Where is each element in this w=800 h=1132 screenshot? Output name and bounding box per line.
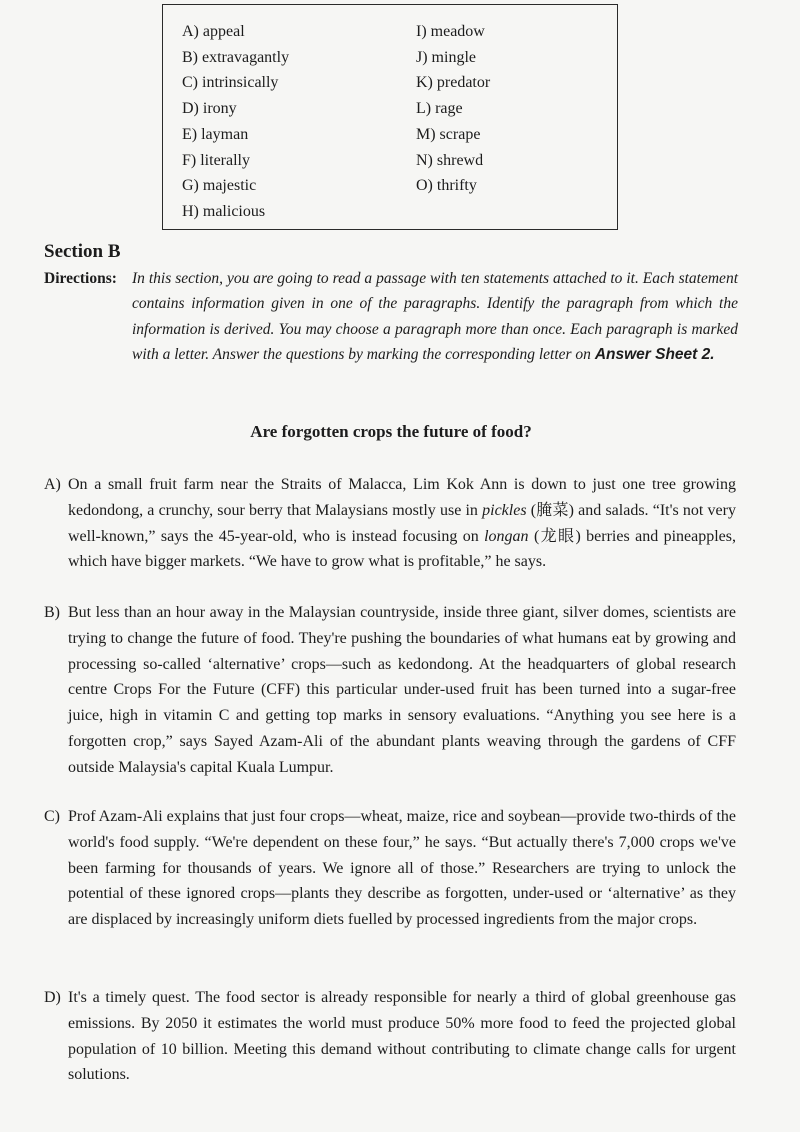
paragraph-label: A) <box>44 476 61 493</box>
directions-body: In this section, you are going to read a passage with ten statements attached to it. Each statement contains information given in one of the paragraphs. Identify the paragraph from which the information is derived. You may choose a paragraph more than once. Each paragraph is marked with a letter. Answer the questions by marking the corresponding letter on <box>132 270 738 363</box>
paragraph-text: It's a timely quest. The food sector is already responsible for nearly a third of global greenhouse gas emissions. By 2050 it estimates the world must produce 50% more food to feed the projected global population of 10 billion. Meeting this demand without contributing to climate change calls for urgent solutions. <box>68 989 736 1084</box>
passage-title: Are forgotten crops the future of food? <box>250 422 532 441</box>
word-option: B) extravagantly <box>182 48 290 66</box>
word-option: M) scrape <box>416 125 481 143</box>
word-option: C) intrinsically <box>182 74 279 92</box>
word-option: J) mingle <box>416 48 476 66</box>
paragraph-d <box>44 985 736 1088</box>
word-option: H) malicious <box>182 202 266 220</box>
word-bank-left-column <box>182 19 289 225</box>
answer-sheet-reference: Answer Sheet 2. <box>594 345 715 363</box>
section-title: Section B <box>44 241 121 262</box>
paragraph-label: B) <box>44 604 60 621</box>
paragraph-text <box>68 472 736 575</box>
paragraph-text-run: On a small fruit farm near the Straits of Malacca, Lim Kok Ann is down to just one tree growing kedondong, a crunchy, sour berry that Malaysians mostly use in <box>68 476 736 519</box>
paragraph-label: D) <box>44 989 61 1006</box>
paragraph-text: But less than an hour away in the Malaysian countryside, inside three giant, silver domes, scientists are trying to change the future of food. They're pushing the boundaries of what humans eat by growing and processing so-called ‘alternative’ crops—such as kedondong. At the headquarters of global research centre Crops For the Future (CFF) this particular under-used fruit has been turned into a sugar-free juice, high in vitamin C and getting top marks in sensory evaluations. “Anything you see here is a forgotten crop,” says Sayed Azam-Ali of the abundant plants weaving through the gardens of CFF outside Malaysia's capital Kuala Lumpur. <box>68 604 736 776</box>
paragraph-a <box>44 472 736 575</box>
paragraph-text: Prof Azam-Ali explains that just four crops—wheat, maize, rice and soybean—provide two-thirds of the world's food supply. “We're dependent on these four,” he says. “But actually there's 7,000 crops we've been farming for thousands of years. We ignore all of those.” Researchers are trying to unlock the potential of these ignored crops—plants they describe as forgotten, under-used or ‘alternative’ as they are displaced by increasingly uniform diets fuelled by processed ingredients from the major crops. <box>68 808 736 929</box>
paragraph-italic-run: pickles <box>482 501 527 519</box>
word-option: A) appeal <box>182 23 245 40</box>
paragraph-label: C) <box>44 808 60 825</box>
directions-label: Directions: <box>44 270 117 287</box>
word-option: O) thrifty <box>416 177 477 195</box>
paragraph-text-run: (龙眼) berries and pineapples, which have bigger markets. “We have to grow what is profitable,” he says. <box>68 527 737 571</box>
word-option: K) predator <box>416 74 491 92</box>
word-option: E) layman <box>182 125 249 143</box>
word-option: I) meadow <box>416 23 485 40</box>
word-bank-box <box>162 4 618 230</box>
word-bank-right-column <box>416 19 490 199</box>
word-option: D) irony <box>182 100 237 118</box>
word-option: N) shrewd <box>416 151 484 169</box>
word-option: F) literally <box>182 151 250 169</box>
paragraph-b <box>44 600 736 781</box>
word-option: G) majestic <box>182 177 257 195</box>
word-option: L) rage <box>416 100 463 118</box>
paragraph-italic-run: longan <box>484 527 529 545</box>
directions-text <box>132 266 738 367</box>
paragraph-text-run: (腌菜) and salads. “It's not very well-known,” says the 45-year-old, who is instead focusing on <box>68 501 736 545</box>
paragraph-c <box>44 804 736 933</box>
